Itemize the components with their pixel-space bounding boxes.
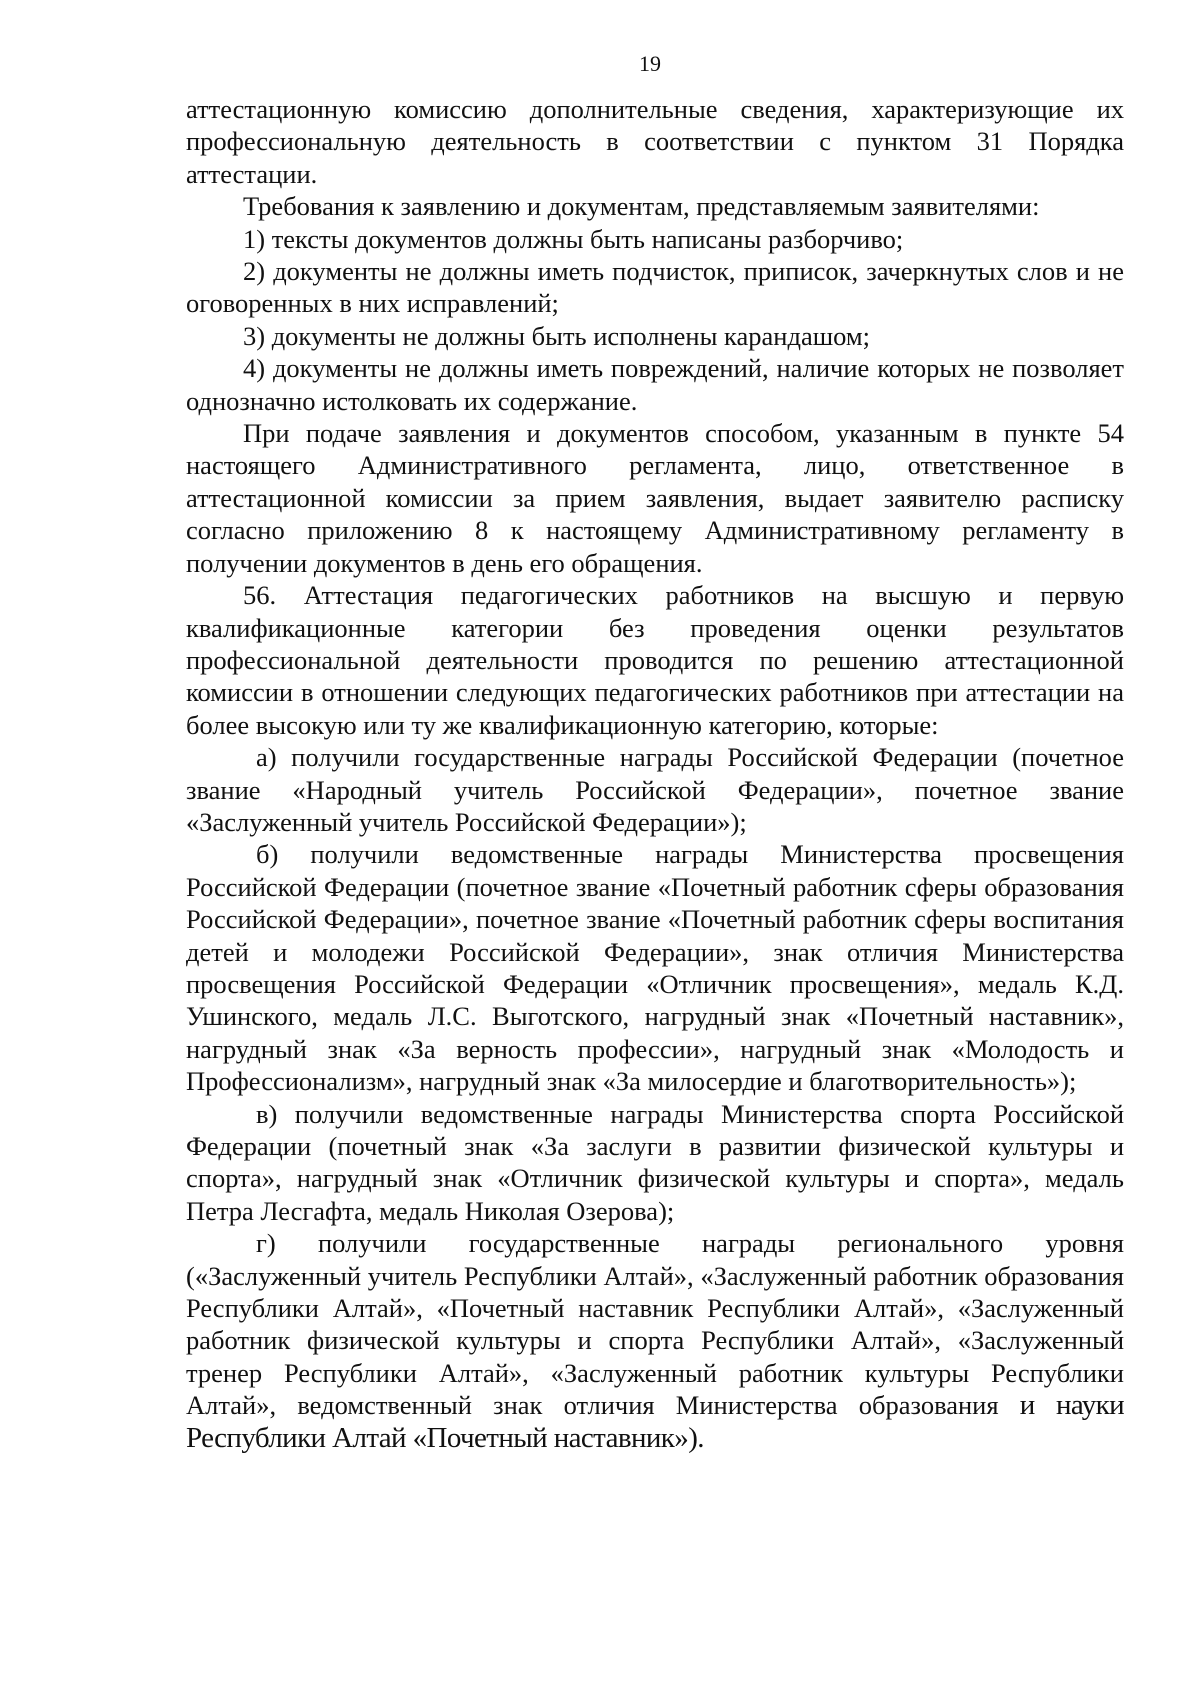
award-item-g-text: г) получили государственные награды регионального уровня («Заслуженный учитель Республики Алтай», «Заслуженный работник образования Республики Алтай», «Почетный наставник Республики Алтай», «Заслуженный работник физической культуры и спорта Республики Алтай», «Заслуженный тренер Республики Алтай», «Заслуженный работник культуры Республики Алтай», ведомственный знак отличия Министерства образования — [186, 1228, 1124, 1421]
award-item-a: а) получили государственные награды Российской Федерации (почетное звание «Народный учитель Российской Федерации», почетное звание «Заслуженный учитель Российской Федерации»); — [186, 742, 1124, 837]
page-number: 19 — [639, 51, 661, 76]
requirement-item-3: 3) документы не должны быть исполнены карандашом; — [243, 320, 870, 351]
award-item-v: в) получили ведомственные награды Министерства спорта Российской Федерации (почетный знак «За заслуги в развитии физической культуры и спорта», нагрудный знак «Отличник физической культуры и спорта», медаль Петра Лесгафта, медаль Николая Озерова); — [186, 1098, 1124, 1226]
paragraph-receipt: При подаче заявления и документов способом, указанным в пункте 54 настоящего Административного регламента, лицо, ответственное в аттестационной комиссии за прием заявления, выдает заявителю расписку согласно приложению 8 к настоящему Административному регламенту в получении документов в день его обращения. — [186, 418, 1124, 578]
paragraph-requirements-intro: Требования к заявлению и документам, представляемым заявителями: — [243, 191, 1040, 222]
requirement-item-4: 4) документы не должны иметь повреждений, наличие которых не позволяет однозначно истолковать их содержание. — [186, 353, 1124, 416]
paragraph-56: 56. Аттестация педагогических работников на высшую и первую квалификационные категории без проведения оценки результатов профессиональной деятельности проводится по решению аттестационной комиссии в отношении следующих педагогических работников при аттестации на более высокую или ту же квалификационную категорию, которые: — [186, 580, 1124, 740]
award-item-g — [186, 1227, 1124, 1454]
paragraph-continuation: аттестационную комиссию дополнительные сведения, характеризующие их профессиональную деятельность в соответствии с пунктом 31 Порядка аттестации. — [186, 94, 1124, 189]
document-body — [186, 93, 1124, 1454]
requirement-item-1: 1) тексты документов должны быть написаны разборчиво; — [243, 223, 904, 254]
award-item-g-last-line: и науки Республики Алтай «Почетный наставник»). — [186, 1389, 1125, 1454]
requirement-item-2: 2) документы не должны иметь подчисток, приписок, зачеркнутых слов и не оговоренных в них исправлений; — [186, 256, 1124, 319]
award-item-b: б) получили ведомственные награды Министерства просвещения Российской Федерации (почетное звание «Почетный работник сферы образования Российской Федерации», почетное звание «Почетный работник сферы воспитания детей и молодежи Российской Федерации», знак отличия Министерства просвещения Российской Федерации «Отличник просвещения», медаль К.Д. Ушинского, медаль Л.С. Выготского, нагрудный знак «Почетный наставник», нагрудный знак «За верность профессии», нагрудный знак «Молодость и Профессионализм», нагрудный знак «За милосердие и благотворительность»); — [186, 839, 1124, 1097]
